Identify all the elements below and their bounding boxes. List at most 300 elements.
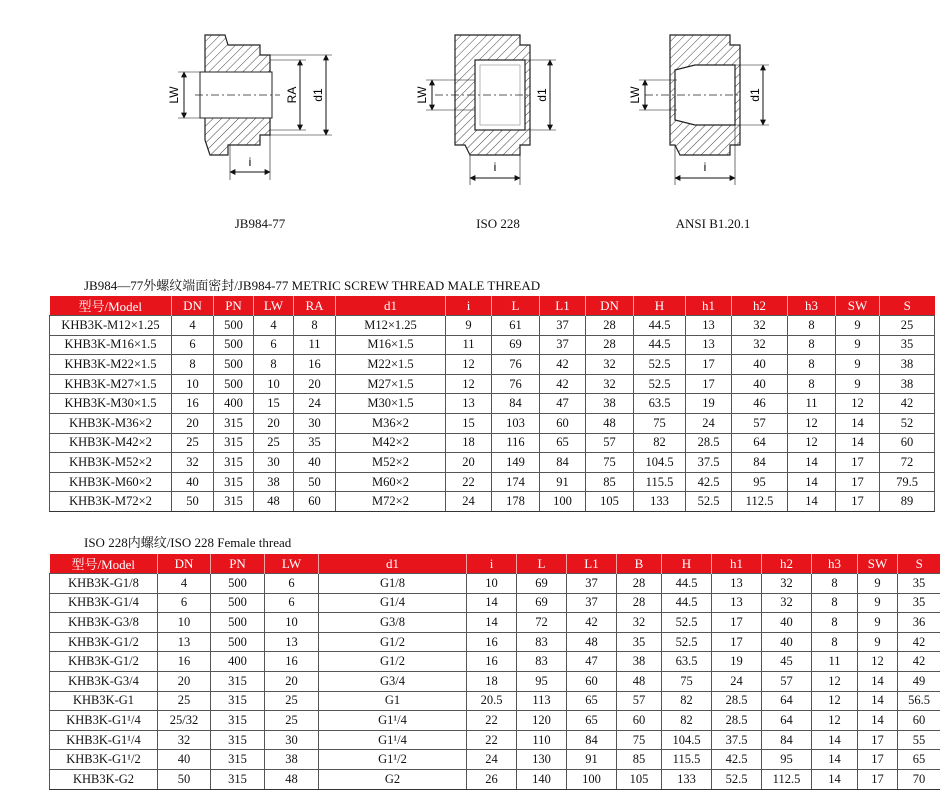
table-cell: 500 <box>211 593 265 613</box>
table-cell: 20 <box>172 413 214 433</box>
table-cell: 174 <box>492 472 540 492</box>
i-label: i <box>493 160 497 174</box>
table-cell: M16×1.5 <box>336 335 446 355</box>
table-cell: 32 <box>732 335 788 355</box>
table-cell: 500 <box>211 574 265 594</box>
table-cell: 6 <box>158 593 211 613</box>
table1-title: JB984—77外螺纹端面密封/JB984-77 METRIC SCREW THREAD MALE THREAD <box>84 278 541 293</box>
table-cell: G1¹/2 <box>319 750 467 770</box>
dimension-i <box>470 155 520 185</box>
table-cell: 400 <box>211 652 265 672</box>
table-cell: 10 <box>467 574 517 594</box>
table-cell: 37 <box>567 593 617 613</box>
table-cell: 32 <box>586 355 634 375</box>
table-cell: 6 <box>265 574 319 594</box>
table-cell: 72 <box>880 453 935 473</box>
ra-label: RA <box>285 86 299 104</box>
table-cell: KHB3K-G1¹/4 <box>50 711 158 731</box>
table-cell: 35 <box>898 574 940 594</box>
table-cell: 103 <box>492 413 540 433</box>
table-cell: 315 <box>211 711 265 731</box>
table-cell: 24 <box>686 413 732 433</box>
table-cell: 9 <box>858 593 898 613</box>
column-header: DN <box>586 296 634 316</box>
table-cell: 85 <box>586 472 634 492</box>
table-row <box>50 374 935 394</box>
table-cell: 110 <box>517 730 567 750</box>
table-cell: 37.5 <box>686 453 732 473</box>
table-cell: 61 <box>492 316 540 336</box>
diagram-ansi-b1-20-1 <box>615 20 795 200</box>
table-cell: 75 <box>662 671 712 691</box>
table-cell: 6 <box>254 335 294 355</box>
table-cell: 89 <box>880 492 935 512</box>
table-cell: 15 <box>254 394 294 414</box>
table-cell: 48 <box>265 769 319 789</box>
table-cell: 75 <box>617 730 662 750</box>
table-cell: 17 <box>836 472 880 492</box>
table-row <box>50 394 935 414</box>
table-cell: 19 <box>686 394 732 414</box>
table-cell: 500 <box>211 613 265 633</box>
column-header: L1 <box>540 296 586 316</box>
table-cell: 133 <box>662 769 712 789</box>
table-cell: 82 <box>662 711 712 731</box>
table-cell: 48 <box>567 632 617 652</box>
table-cell: 40 <box>732 355 788 375</box>
table-cell: 105 <box>586 492 634 512</box>
table-cell: 52.5 <box>634 374 686 394</box>
table-cell: 42 <box>567 613 617 633</box>
column-header: 型号/Model <box>50 554 158 574</box>
i-label: i <box>703 160 707 174</box>
male-thread-fitting-drawing <box>195 35 280 155</box>
table-cell: 11 <box>812 652 858 672</box>
diagram-iso-228 <box>400 20 580 200</box>
table-cell: 500 <box>214 316 254 336</box>
table-cell: 35 <box>617 632 662 652</box>
table-cell: 38 <box>880 374 935 394</box>
table1-header-row <box>50 296 935 316</box>
table-cell: 28.5 <box>712 691 762 711</box>
table-cell: 49 <box>898 671 940 691</box>
table-cell: 57 <box>617 691 662 711</box>
table-cell: 120 <box>517 711 567 731</box>
table-cell: 6 <box>265 593 319 613</box>
d1-label: d1 <box>311 88 325 102</box>
column-header: RA <box>294 296 336 316</box>
table-cell: 42 <box>880 394 935 414</box>
table-cell: 100 <box>540 492 586 512</box>
table-row <box>50 652 940 672</box>
table-cell: 28 <box>617 593 662 613</box>
table-cell: 25/32 <box>158 711 211 731</box>
table-cell: 13 <box>712 593 762 613</box>
table-cell: KHB3K-M22×1.5 <box>50 355 172 375</box>
i-label: i <box>248 155 252 169</box>
table-cell: G1/2 <box>319 652 467 672</box>
table-cell: KHB3K-M36×2 <box>50 413 172 433</box>
table-cell: 48 <box>254 492 294 512</box>
table-cell: 24 <box>446 492 492 512</box>
table-cell: 9 <box>858 613 898 633</box>
table-cell: 8 <box>254 355 294 375</box>
table-cell: 95 <box>762 750 812 770</box>
table-cell: M30×1.5 <box>336 394 446 414</box>
table-cell: 14 <box>467 593 517 613</box>
table-cell: M60×2 <box>336 472 446 492</box>
table-cell: 8 <box>788 316 836 336</box>
table-cell: 20 <box>158 671 211 691</box>
table-cell: 12 <box>858 652 898 672</box>
column-header: LW <box>265 554 319 574</box>
table-cell: 32 <box>172 453 214 473</box>
table-cell: 84 <box>567 730 617 750</box>
table-cell: 40 <box>158 750 211 770</box>
table-row <box>50 335 935 355</box>
table-cell: 38 <box>880 355 935 375</box>
table-cell: 112.5 <box>762 769 812 789</box>
table-cell: 36 <box>898 613 940 633</box>
table-cell: 104.5 <box>634 453 686 473</box>
table-cell: 60 <box>294 492 336 512</box>
table-cell: G3/4 <box>319 671 467 691</box>
table-cell: 76 <box>492 374 540 394</box>
table-cell: G1/2 <box>319 632 467 652</box>
table-cell: 12 <box>836 394 880 414</box>
table-cell: 38 <box>265 750 319 770</box>
table-cell: 44.5 <box>634 316 686 336</box>
column-header: DN <box>158 554 211 574</box>
table-cell: 16 <box>265 652 319 672</box>
table-cell: 52.5 <box>662 613 712 633</box>
table-cell: 28 <box>617 574 662 594</box>
table-cell: 12 <box>788 413 836 433</box>
table-cell: 17 <box>858 730 898 750</box>
table-cell: KHB3K-G1¹/2 <box>50 750 158 770</box>
table-cell: 64 <box>762 711 812 731</box>
d1-label: d1 <box>535 88 549 102</box>
table2-title: ISO 228内螺纹/ISO 228 Female thread <box>84 535 292 550</box>
table-cell: 50 <box>294 472 336 492</box>
table-cell: G2 <box>319 769 467 789</box>
table-cell: 46 <box>732 394 788 414</box>
column-header: i <box>446 296 492 316</box>
table-cell: 91 <box>567 750 617 770</box>
column-header: SW <box>858 554 898 574</box>
table-cell: 16 <box>294 355 336 375</box>
table-cell: 69 <box>517 593 567 613</box>
table-cell: 32 <box>158 730 211 750</box>
table-cell: 115.5 <box>662 750 712 770</box>
table-cell: 42 <box>898 632 940 652</box>
table-cell: 30 <box>254 453 294 473</box>
table-cell: 6 <box>172 335 214 355</box>
column-header: S <box>898 554 940 574</box>
table-cell: 17 <box>686 355 732 375</box>
table-cell: 20 <box>265 671 319 691</box>
table-cell: KHB3K-M60×2 <box>50 472 172 492</box>
table-cell: 9 <box>836 316 880 336</box>
table-cell: 82 <box>634 433 686 453</box>
column-header: h1 <box>712 554 762 574</box>
table-cell: 38 <box>254 472 294 492</box>
column-header: PN <box>211 554 265 574</box>
table-cell: 14 <box>812 769 858 789</box>
column-header: 型号/Model <box>50 296 172 316</box>
table-cell: 95 <box>732 472 788 492</box>
table-cell: 12 <box>812 671 858 691</box>
table-cell: 8 <box>812 613 858 633</box>
table-cell: 113 <box>517 691 567 711</box>
table-cell: 12 <box>812 711 858 731</box>
column-header: L <box>517 554 567 574</box>
table-cell: 28.5 <box>686 433 732 453</box>
table-cell: M22×1.5 <box>336 355 446 375</box>
table-cell: M27×1.5 <box>336 374 446 394</box>
table-cell: 38 <box>617 652 662 672</box>
table-cell: 83 <box>517 632 567 652</box>
table-cell: 12 <box>446 374 492 394</box>
table-cell: 8 <box>812 593 858 613</box>
table-cell: 149 <box>492 453 540 473</box>
table-cell: 116 <box>492 433 540 453</box>
table-cell: 25 <box>158 691 211 711</box>
table-cell: 14 <box>788 492 836 512</box>
table-cell: 16 <box>158 652 211 672</box>
table-cell: 133 <box>634 492 686 512</box>
table-cell: 28 <box>586 316 634 336</box>
table-cell: 57 <box>732 413 788 433</box>
table-row <box>50 433 935 453</box>
table-cell: 42.5 <box>686 472 732 492</box>
table-cell: 55 <box>898 730 940 750</box>
table-cell: 14 <box>812 730 858 750</box>
table-cell: G1/8 <box>319 574 467 594</box>
table-cell: 82 <box>662 691 712 711</box>
table-cell: M52×2 <box>336 453 446 473</box>
table-cell: 30 <box>265 730 319 750</box>
table-cell: 12 <box>446 355 492 375</box>
column-header: h2 <box>762 554 812 574</box>
table-cell: 47 <box>567 652 617 672</box>
table-cell: 70 <box>898 769 940 789</box>
table-cell: 24 <box>467 750 517 770</box>
table-cell: 11 <box>294 335 336 355</box>
table-cell: 60 <box>617 711 662 731</box>
table-cell: M72×2 <box>336 492 446 512</box>
table-cell: 25 <box>265 691 319 711</box>
table-cell: 22 <box>446 472 492 492</box>
table-cell: 40 <box>762 613 812 633</box>
column-header: PN <box>214 296 254 316</box>
table-cell: 8 <box>294 316 336 336</box>
column-header: SW <box>836 296 880 316</box>
table-cell: 14 <box>467 613 517 633</box>
table-cell: 500 <box>214 355 254 375</box>
table-cell: 52.5 <box>712 769 762 789</box>
table-cell: 32 <box>617 613 662 633</box>
table-cell: 315 <box>214 433 254 453</box>
table-cell: 315 <box>214 492 254 512</box>
table-cell: 22 <box>467 730 517 750</box>
table-cell: 4 <box>254 316 294 336</box>
table-cell: 84 <box>762 730 812 750</box>
table-cell: 44.5 <box>634 335 686 355</box>
table-cell: KHB3K-G1/2 <box>50 632 158 652</box>
table-row <box>50 769 940 789</box>
table-cell: 48 <box>617 671 662 691</box>
table-cell: 69 <box>517 574 567 594</box>
table-cell: 83 <box>517 652 567 672</box>
table-cell: 9 <box>836 374 880 394</box>
table-cell: 400 <box>214 394 254 414</box>
table-cell: 315 <box>211 671 265 691</box>
table-cell: 14 <box>836 433 880 453</box>
table-row <box>50 613 940 633</box>
table-cell: KHB3K-M16×1.5 <box>50 335 172 355</box>
table-cell: 79.5 <box>880 472 935 492</box>
table-cell: 315 <box>214 413 254 433</box>
table-cell: 28 <box>586 335 634 355</box>
table-cell: G1 <box>319 691 467 711</box>
table-cell: 63.5 <box>662 652 712 672</box>
table-cell: 11 <box>788 394 836 414</box>
table-row <box>50 730 940 750</box>
iso228-female-thread-table <box>49 554 940 790</box>
column-header: L <box>492 296 540 316</box>
table-cell: 65 <box>567 711 617 731</box>
table-cell: 57 <box>586 433 634 453</box>
table-cell: 50 <box>158 769 211 789</box>
table-cell: 85 <box>617 750 662 770</box>
table-cell: 35 <box>880 335 935 355</box>
table-row <box>50 574 940 594</box>
table-cell: 40 <box>732 374 788 394</box>
table-cell: 17 <box>686 374 732 394</box>
diagram-jb984-77 <box>150 20 350 190</box>
table-cell: 500 <box>214 374 254 394</box>
table-cell: 37 <box>540 316 586 336</box>
table-row <box>50 453 935 473</box>
table-cell: 9 <box>836 355 880 375</box>
table-cell: 65 <box>567 691 617 711</box>
table-cell: 42 <box>898 652 940 672</box>
table-cell: KHB3K-M12×1.25 <box>50 316 172 336</box>
table-cell: 12 <box>788 433 836 453</box>
table-cell: 4 <box>172 316 214 336</box>
table-cell: 52 <box>880 413 935 433</box>
column-header: LW <box>254 296 294 316</box>
table-cell: 10 <box>172 374 214 394</box>
table-cell: KHB3K-M52×2 <box>50 453 172 473</box>
column-header: L1 <box>567 554 617 574</box>
table-cell: 10 <box>254 374 294 394</box>
table-cell: 32 <box>762 574 812 594</box>
column-header: d1 <box>336 296 446 316</box>
table-cell: KHB3K-G3/8 <box>50 613 158 633</box>
table-cell: 18 <box>467 671 517 691</box>
table-cell: 30 <box>294 413 336 433</box>
lw-label: LW <box>167 86 181 104</box>
table-cell: 104.5 <box>662 730 712 750</box>
table-cell: 16 <box>467 632 517 652</box>
table-cell: 32 <box>586 374 634 394</box>
table-cell: 84 <box>540 453 586 473</box>
table-row <box>50 593 940 613</box>
table-cell: 17 <box>836 453 880 473</box>
metric-male-thread-table <box>49 296 935 512</box>
table-row <box>50 413 935 433</box>
table-cell: KHB3K-G2 <box>50 769 158 789</box>
table-cell: 14 <box>788 472 836 492</box>
table-cell: KHB3K-M27×1.5 <box>50 374 172 394</box>
table-cell: KHB3K-G1¹/4 <box>50 730 158 750</box>
table-cell: 75 <box>634 413 686 433</box>
table-cell: 14 <box>858 671 898 691</box>
table-cell: 64 <box>762 691 812 711</box>
table-row <box>50 472 935 492</box>
table-cell: 8 <box>788 335 836 355</box>
table-cell: 57 <box>762 671 812 691</box>
table-cell: 24 <box>294 394 336 414</box>
table-cell: 95 <box>517 671 567 691</box>
table-cell: KHB3K-G1/4 <box>50 593 158 613</box>
table-cell: 14 <box>858 711 898 731</box>
column-header: h3 <box>812 554 858 574</box>
table-cell: 42 <box>540 374 586 394</box>
table-cell: 48 <box>586 413 634 433</box>
table-cell: 9 <box>858 574 898 594</box>
table-cell: G3/8 <box>319 613 467 633</box>
table-cell: 37 <box>567 574 617 594</box>
column-header: H <box>662 554 712 574</box>
table-cell: 17 <box>836 492 880 512</box>
table-cell: 8 <box>788 355 836 375</box>
table-cell: 40 <box>762 632 812 652</box>
table-cell: 19 <box>712 652 762 672</box>
table-cell: 15 <box>446 413 492 433</box>
table-cell: G1¹/4 <box>319 711 467 731</box>
table-cell: 112.5 <box>732 492 788 512</box>
table-cell: 24 <box>712 671 762 691</box>
table-cell: 26 <box>467 769 517 789</box>
table-row <box>50 711 940 731</box>
diagram-caption-ansi: ANSI B1.20.1 <box>675 216 751 231</box>
table-cell: 52.5 <box>662 632 712 652</box>
table-cell: KHB3K-G1/2 <box>50 652 158 672</box>
table-cell: 16 <box>172 394 214 414</box>
d1-label: d1 <box>748 88 762 102</box>
table-cell: 44.5 <box>662 593 712 613</box>
table-cell: 17 <box>858 750 898 770</box>
table2-header-row <box>50 554 940 574</box>
table-cell: 35 <box>294 433 336 453</box>
table-cell: 60 <box>898 711 940 731</box>
table-cell: 47 <box>540 394 586 414</box>
table-cell: 56.5 <box>898 691 940 711</box>
table-cell: 63.5 <box>634 394 686 414</box>
table-cell: 37 <box>540 335 586 355</box>
table-cell: 17 <box>712 613 762 633</box>
table-row <box>50 632 940 652</box>
table-cell: 14 <box>836 413 880 433</box>
table-cell: 38 <box>586 394 634 414</box>
table-cell: 60 <box>567 671 617 691</box>
table-cell: 75 <box>586 453 634 473</box>
table-cell: 84 <box>732 453 788 473</box>
table-cell: 500 <box>214 335 254 355</box>
